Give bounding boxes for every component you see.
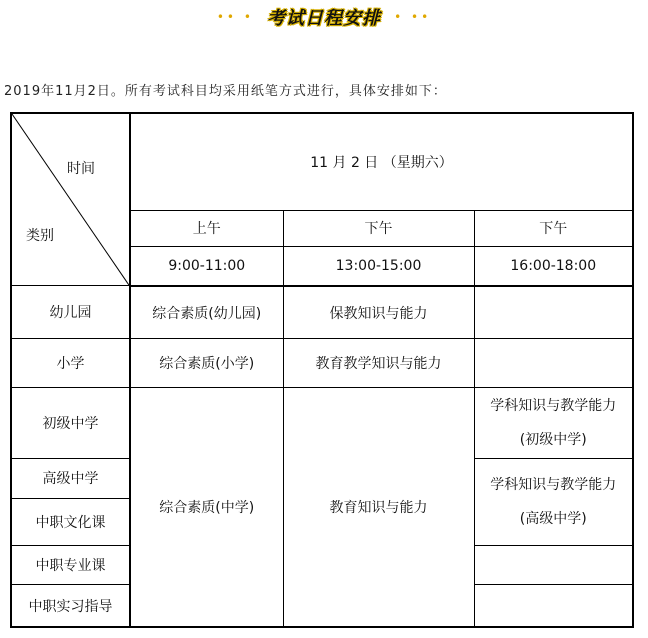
page-title: 考试日程安排 — [267, 8, 381, 29]
primary-subject-2: 教育教学知识与能力 — [283, 339, 474, 387]
category-primary: 小学 — [11, 339, 130, 387]
junior-subject-3-line-2: (初级中学) — [519, 431, 587, 448]
senior-subject-3-line-1: 学科知识与教学能力 — [490, 476, 617, 493]
vocational-professional-subject-3 — [474, 546, 633, 585]
category-vocational-culture: 中职文化课 — [11, 498, 130, 545]
kindergarten-subject-3 — [474, 286, 633, 339]
category-senior-middle: 高级中学 — [11, 458, 130, 498]
vocational-internship-subject-3 — [474, 585, 633, 627]
period-header-afternoon-1: 下午 — [283, 210, 474, 246]
category-vocational-professional: 中职专业课 — [11, 546, 130, 585]
time-slot-afternoon-2: 16:00-18:00 — [474, 247, 633, 286]
junior-middle-subject-3 — [474, 387, 633, 458]
time-slot-afternoon-1: 13:00-15:00 — [283, 247, 474, 286]
corner-label-category: 类别 — [26, 228, 54, 245]
corner-diagonal-line — [12, 114, 129, 285]
junior-subject-3-line-1: 学科知识与教学能力 — [490, 397, 617, 414]
category-kindergarten: 幼儿园 — [11, 286, 130, 339]
primary-subject-3 — [474, 339, 633, 387]
senior-subject-3-line-2: (高级中学) — [519, 510, 587, 527]
category-junior-middle: 初级中学 — [11, 387, 130, 458]
exam-schedule-table — [10, 112, 634, 628]
middle-subject-1: 综合素质(中学) — [130, 387, 283, 627]
page-title-row — [0, 4, 648, 34]
senior-middle-subject-3 — [474, 458, 633, 545]
period-header-afternoon-2: 下午 — [474, 210, 633, 246]
middle-subject-2: 教育知识与能力 — [283, 387, 474, 627]
primary-subject-1: 综合素质(小学) — [130, 339, 283, 387]
corner-header-cell — [11, 113, 130, 286]
period-header-morning: 上午 — [130, 210, 283, 246]
corner-label-time: 时间 — [67, 161, 95, 177]
time-slot-morning: 9:00-11:00 — [130, 247, 283, 286]
decorative-dots-right: • •• — [394, 10, 432, 24]
decorative-dots-left: •• • — [216, 10, 254, 24]
exam-date-header: 11 月 2 日 （星期六） — [130, 113, 633, 210]
category-vocational-internship: 中职实习指导 — [11, 585, 130, 627]
intro-text: 2019年11月2日。所有考试科目均采用纸笔方式进行，具体安排如下： — [4, 84, 447, 99]
kindergarten-subject-1: 综合素质(幼儿园) — [130, 286, 283, 339]
kindergarten-subject-2: 保教知识与能力 — [283, 286, 474, 339]
